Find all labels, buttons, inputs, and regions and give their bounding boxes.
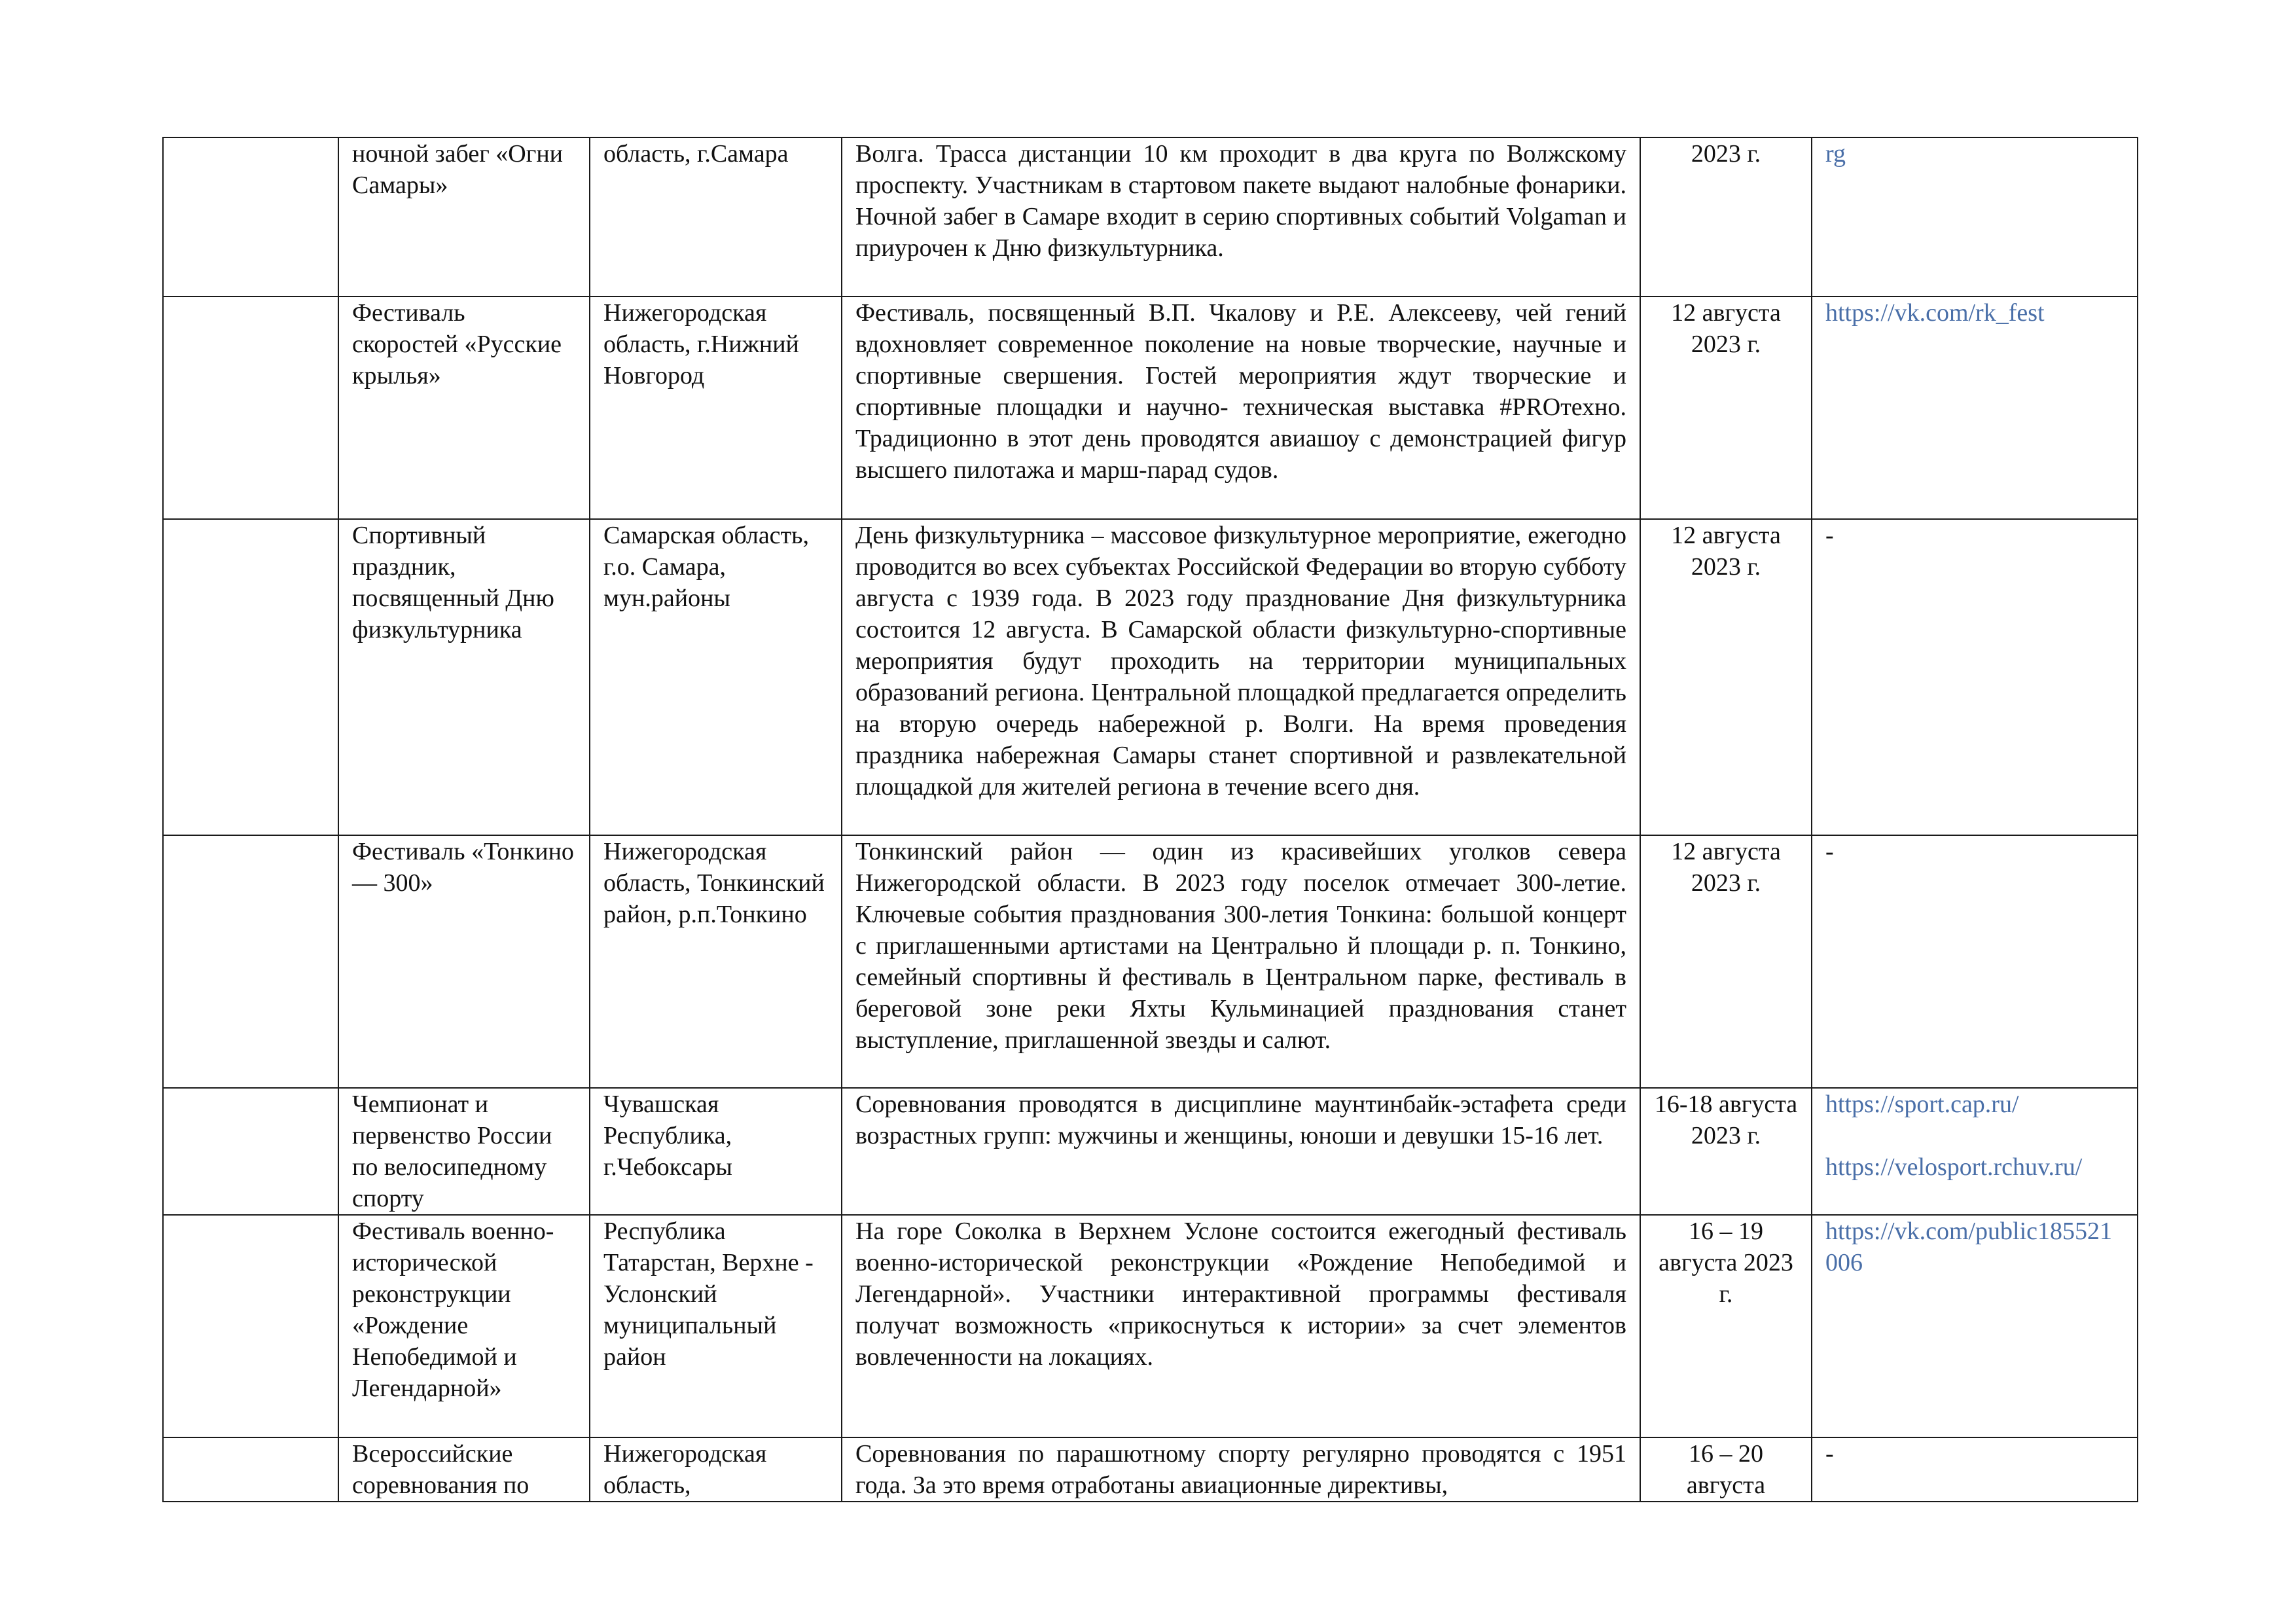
description-cell xyxy=(842,1437,1640,1502)
region-text: Нижегородская область, Тонкинский район, р.п.Тонкино xyxy=(603,838,825,928)
event-name-cell xyxy=(338,1215,590,1437)
region-cell xyxy=(590,137,842,297)
table-row xyxy=(163,1088,2138,1215)
row-number-cell xyxy=(163,137,338,297)
link-cell xyxy=(1812,137,2138,297)
table-row xyxy=(163,137,2138,297)
date-text: 12 августа 2023 г. xyxy=(1671,299,1781,358)
region-text: Республика Татарстан, Верхне - Услонский муниципальный район xyxy=(603,1218,814,1371)
link-cell xyxy=(1812,1437,2138,1502)
date-text: 12 августа 2023 г. xyxy=(1671,838,1781,897)
table-row xyxy=(163,835,2138,1088)
event-name-cell xyxy=(338,1437,590,1502)
date-cell xyxy=(1640,1437,1812,1502)
event-name: ночной забег «Огни Самары» xyxy=(352,140,563,199)
event-name-cell xyxy=(338,835,590,1088)
date-cell xyxy=(1640,835,1812,1088)
table-row xyxy=(163,519,2138,835)
region-text: Нижегородская область, xyxy=(603,1440,767,1499)
event-link[interactable]: https://velosport.rchuv.ru/ xyxy=(1825,1153,2083,1181)
description-text: День физкультурника – массовое физкультурное мероприятие, ежегодно проводится во всех субъектах Российской Федерации во вторую субботу августа с 1939 года. В 2023 году празднование Дня физкультурника состоится 12 августа. В Самарской области физкультурно-спортивные мероприятия будут проходить на территории муниципальных образований региона. Центральной площадкой предлагается определить на вторую очередь набережной р. Волги. На время проведения праздника набережная Самары станет спортивной и развлекательной площадкой для жителей региона в течение всего дня. xyxy=(855,522,1626,801)
region-cell xyxy=(590,1437,842,1502)
description-text: На горе Соколка в Верхнем Услоне состоится ежегодный фестиваль военно-исторической реконструкции «Рождение Непобедимой и Легендарной». Участники интерактивной программы фестиваля получат возможность «прикоснуться к истории» за счет элементов вовлеченности на локациях. xyxy=(855,1218,1626,1371)
event-name-cell xyxy=(338,519,590,835)
event-link[interactable]: https://vk.com/public185521006 xyxy=(1825,1218,2113,1276)
event-name-cell xyxy=(338,137,590,297)
description-cell xyxy=(842,137,1640,297)
region-cell xyxy=(590,297,842,519)
region-text: Самарская область, г.о. Самара, мун.районы xyxy=(603,522,809,612)
region-text: область, г.Самара xyxy=(603,140,789,168)
link-cell xyxy=(1812,297,2138,519)
event-name: Фестиваль военно-исторической реконструкции «Рождение Непобедимой и Легендарной» xyxy=(352,1218,554,1402)
date-cell xyxy=(1640,1088,1812,1215)
region-cell xyxy=(590,1215,842,1437)
link-cell xyxy=(1812,835,2138,1088)
no-link-dash: - xyxy=(1825,1440,1834,1468)
date-text: 16 – 19 августа 2023 г. xyxy=(1659,1218,1793,1308)
region-cell xyxy=(590,835,842,1088)
region-text: Нижегородская область, г.Нижний Новгород xyxy=(603,299,799,389)
date-text: 12 августа 2023 г. xyxy=(1671,522,1781,581)
event-name: Спортивный праздник, посвященный Дню физкультурника xyxy=(352,522,554,643)
row-number-cell xyxy=(163,1215,338,1437)
row-number-cell xyxy=(163,297,338,519)
link-cell xyxy=(1812,519,2138,835)
date-text: 16 – 20 августа xyxy=(1686,1440,1766,1499)
row-number-cell xyxy=(163,1437,338,1502)
date-text: 2023 г. xyxy=(1691,140,1761,168)
description-cell xyxy=(842,1215,1640,1437)
event-name: Чемпионат и первенство России по велосипедному спорту xyxy=(352,1091,552,1212)
events-table xyxy=(162,137,2138,1502)
event-link[interactable]: rg xyxy=(1825,140,1846,168)
event-name: Фестиваль «Тонкино — 300» xyxy=(352,838,574,897)
description-cell xyxy=(842,1088,1640,1215)
row-number-cell xyxy=(163,1088,338,1215)
date-cell xyxy=(1640,519,1812,835)
link-spacer xyxy=(1825,1120,2124,1151)
event-link[interactable]: https://vk.com/rk_fest xyxy=(1825,299,2045,327)
row-number-cell xyxy=(163,519,338,835)
link-cell xyxy=(1812,1088,2138,1215)
date-cell xyxy=(1640,137,1812,297)
description-text: Соревнования по парашютному спорту регулярно проводятся с 1951 года. За это время отработаны авиационные директивы, xyxy=(855,1440,1626,1499)
description-text: Соревнования проводятся в дисциплине маунтинбайк-эстафета среди возрастных групп: мужчины и женщины, юноши и девушки 15-16 лет. xyxy=(855,1091,1626,1149)
event-name-cell xyxy=(338,297,590,519)
no-link-dash: - xyxy=(1825,522,1834,549)
description-cell xyxy=(842,297,1640,519)
description-text: Волга. Трасса дистанции 10 км проходит в два круга по Волжскому проспекту. Участникам в стартовом пакете выдают налобные фонарики. Ночной забег в Самаре входит в серию спортивных событий Volgaman и приурочен к Дню физкультурника. xyxy=(855,140,1626,262)
event-name-cell xyxy=(338,1088,590,1215)
link-cell xyxy=(1812,1215,2138,1437)
event-link[interactable]: https://sport.cap.ru/ xyxy=(1825,1091,2019,1118)
table-row xyxy=(163,297,2138,519)
date-cell xyxy=(1640,297,1812,519)
region-cell xyxy=(590,519,842,835)
description-cell xyxy=(842,519,1640,835)
table-row xyxy=(163,1215,2138,1437)
date-cell xyxy=(1640,1215,1812,1437)
description-text: Тонкинский район — один из красивейших уголков севера Нижегородской области. В 2023 году поселок отмечает 300-летие. Ключевые события празднования 300-летия Тонкина: большой концерт с приглашенными артистами на Центрально й площади р. п. Тонкино, семейный спортивны й фестиваль в Центральном парке, фестиваль в береговой зоне реки Яхты Кульминацией празднования станет выступление, приглашенной звезды и салют. xyxy=(855,838,1626,1054)
region-cell xyxy=(590,1088,842,1215)
description-text: Фестиваль, посвященный В.П. Чкалову и Р.Е. Алексееву, чей гений вдохновляет современное поколение на новые творческие, научные и спортивные свершения. Гостей мероприятия ждут творческие и спортивные площадки и научно- техническая выставка #PROтехно. Традиционно в этот день проводятся авиашоу с демонстрацией фигур высшего пилотажа и марш-парад судов. xyxy=(855,299,1626,484)
row-number-cell xyxy=(163,835,338,1088)
table-row xyxy=(163,1437,2138,1502)
event-name: Всероссийские соревнования по xyxy=(352,1440,529,1499)
event-name: Фестиваль скоростей «Русские крылья» xyxy=(352,299,562,389)
no-link-dash: - xyxy=(1825,838,1834,865)
date-text: 16-18 августа 2023 г. xyxy=(1654,1091,1798,1149)
description-cell xyxy=(842,835,1640,1088)
region-text: Чувашская Республика, г.Чебоксары xyxy=(603,1091,732,1181)
